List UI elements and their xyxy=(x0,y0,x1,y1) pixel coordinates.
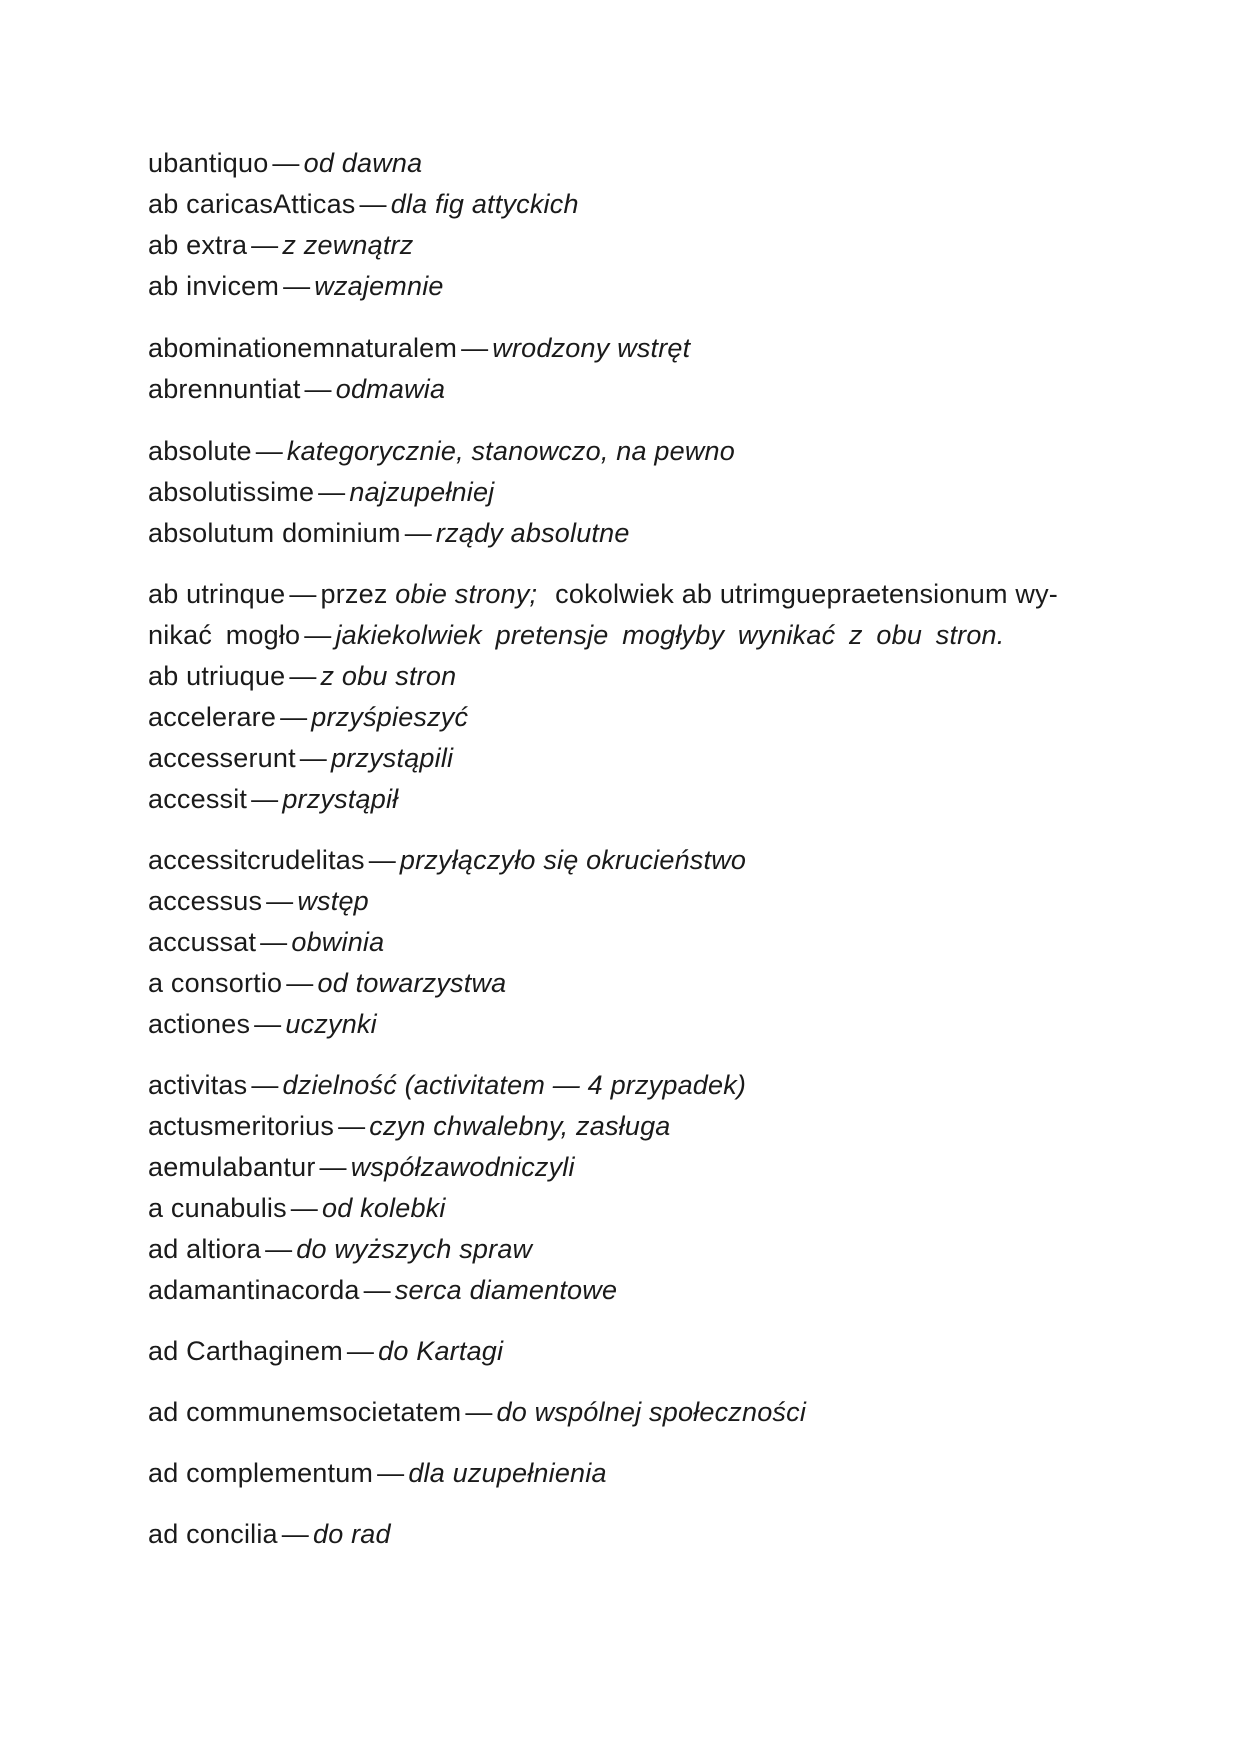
polish-definition: wzajemnie xyxy=(314,271,444,301)
glossary-entry xyxy=(148,697,1088,738)
spacer xyxy=(148,820,1088,840)
glossary-group xyxy=(148,1514,1088,1555)
latin-term: activitas xyxy=(148,1070,248,1100)
em-dash: — xyxy=(359,189,387,219)
polish-definition: współzawodniczyli xyxy=(350,1152,575,1182)
latin-term: ab extra xyxy=(148,230,248,260)
glossary-entry xyxy=(148,369,1088,410)
polish-definition: do wspólnej społeczności xyxy=(496,1397,807,1427)
glossary-entry xyxy=(148,266,1088,307)
glossary-group xyxy=(148,840,1088,1045)
glossary-entry xyxy=(148,574,1058,615)
glossary-group xyxy=(148,1392,1088,1433)
glossary-entry xyxy=(148,656,1088,697)
latin-term: accussat xyxy=(148,927,257,957)
polish-definition: kategorycznie, stanowczo, na pewno xyxy=(286,436,735,466)
latin-term: ab caricasAtticas xyxy=(148,189,356,219)
glossary-group xyxy=(148,1453,1088,1494)
latin-term: ad communemsocietatem xyxy=(148,1397,462,1427)
latin-term: adamantinacorda xyxy=(148,1275,360,1305)
latin-term: a consortio xyxy=(148,968,283,998)
polish-definition: z zewnątrz xyxy=(282,230,414,260)
latin-term: nikać mogło xyxy=(148,620,301,650)
em-dash: — xyxy=(286,968,314,998)
polish-definition: przyłączyło się okrucieństwo xyxy=(399,845,747,875)
latin-term: abominationemnaturalem xyxy=(148,333,458,363)
em-dash: — xyxy=(266,886,294,916)
latin-term: actusmeritorius xyxy=(148,1111,335,1141)
polish-definition: obwinia xyxy=(291,927,385,957)
glossary-entry xyxy=(148,1270,1088,1311)
glossary-group xyxy=(148,328,1088,410)
glossary-entry xyxy=(148,779,1088,820)
em-dash: — xyxy=(363,1275,391,1305)
glossary-group xyxy=(148,574,1088,820)
glossary-group xyxy=(148,1065,1088,1311)
em-dash: — xyxy=(299,743,327,773)
glossary-entry xyxy=(148,922,1088,963)
latin-term: absolutum dominium xyxy=(148,518,401,548)
em-dash: — xyxy=(255,436,283,466)
polish-definition: serca diamentowe xyxy=(394,1275,618,1305)
glossary-entry xyxy=(148,1147,1088,1188)
em-dash: — xyxy=(319,1152,347,1182)
em-dash: — xyxy=(289,579,317,609)
latin-term: abrennuntiat xyxy=(148,374,301,404)
glossary-page xyxy=(148,143,1088,1555)
latin-term: accessitcrudelitas xyxy=(148,845,365,875)
em-dash: — xyxy=(254,1009,282,1039)
em-dash: — xyxy=(461,333,489,363)
glossary-entry xyxy=(148,143,1088,184)
em-dash: — xyxy=(346,1336,375,1366)
latin-term: a cunabulis xyxy=(148,1193,287,1223)
polish-definition: wstęp xyxy=(297,886,369,916)
em-dash: — xyxy=(377,1458,405,1488)
glossary-entry xyxy=(148,1331,1088,1372)
spacer xyxy=(148,554,1088,574)
em-dash: — xyxy=(289,661,317,691)
polish-definition: od towarzystwa xyxy=(317,968,507,998)
glossary-entry xyxy=(148,1188,1088,1229)
em-dash: — xyxy=(280,702,308,732)
em-dash: — xyxy=(304,620,332,650)
spacer xyxy=(148,1372,1088,1392)
polish-definition: jakiekolwiek pretensje mogłyby wynikać z obu stron. xyxy=(335,620,1005,650)
latin-term: aemulabantur xyxy=(148,1152,316,1182)
polish-definition: przystąpili xyxy=(330,743,454,773)
em-dash: — xyxy=(251,784,279,814)
connector-word: przez xyxy=(320,579,388,609)
polish-definition: dla uzupełnienia xyxy=(408,1458,607,1488)
polish-definition: obie strony; xyxy=(395,579,538,609)
glossary-entry xyxy=(148,472,1088,513)
em-dash: — xyxy=(281,1519,309,1549)
em-dash: — xyxy=(283,271,311,301)
latin-term: ad complementum xyxy=(148,1458,374,1488)
latin-term: ad Carthaginem xyxy=(148,1336,343,1366)
em-dash: — xyxy=(251,230,279,260)
glossary-group xyxy=(148,143,1088,307)
latin-term: absolutissime xyxy=(148,477,315,507)
polish-definition: do rad xyxy=(312,1519,391,1549)
glossary-entry xyxy=(148,615,1088,656)
em-dash: — xyxy=(465,1397,493,1427)
em-dash: — xyxy=(304,374,332,404)
em-dash: — xyxy=(260,927,288,957)
polish-definition: dzielność (activitatem — 4 przypadek) xyxy=(282,1070,747,1100)
polish-definition: dla fig attyckich xyxy=(390,189,579,219)
glossary-entry xyxy=(148,328,1088,369)
glossary-entry xyxy=(148,881,1088,922)
polish-definition: wrodzony wstręt xyxy=(492,333,691,363)
glossary-group xyxy=(148,1331,1088,1372)
em-dash: — xyxy=(318,477,346,507)
polish-definition: rządy absolutne xyxy=(435,518,630,548)
latin-term: absolute xyxy=(148,436,252,466)
latin-term: actiones xyxy=(148,1009,251,1039)
glossary-entry xyxy=(148,963,1088,1004)
glossary-entry xyxy=(148,1004,1088,1045)
latin-term: ab utrinque xyxy=(148,579,286,609)
latin-term: ad concilia xyxy=(148,1519,278,1549)
latin-term: accessus xyxy=(148,886,263,916)
polish-definition: przyśpieszyć xyxy=(311,702,469,732)
em-dash: — xyxy=(251,1070,279,1100)
latin-phrase: cokolwiek ab utrimguepraetensionum wy- xyxy=(555,579,1058,609)
glossary-entry xyxy=(148,431,1088,472)
glossary-entry xyxy=(148,1392,1088,1433)
polish-definition: do wyższych spraw xyxy=(296,1234,533,1264)
em-dash: — xyxy=(290,1193,318,1223)
latin-term: accessit xyxy=(148,784,248,814)
polish-definition: od dawna xyxy=(303,148,423,178)
spacer xyxy=(148,1433,1088,1453)
spacer xyxy=(148,1494,1088,1514)
latin-term: accelerare xyxy=(148,702,277,732)
spacer xyxy=(148,1045,1088,1065)
glossary-entry xyxy=(148,1229,1088,1270)
spacer xyxy=(148,410,1088,431)
spacer xyxy=(148,1311,1088,1331)
polish-definition: przystąpił xyxy=(282,784,399,814)
polish-definition: odmawia xyxy=(335,374,446,404)
em-dash: — xyxy=(338,1111,366,1141)
polish-definition: najzupełniej xyxy=(349,477,495,507)
glossary-group xyxy=(148,431,1088,554)
latin-term: accesserunt xyxy=(148,743,296,773)
glossary-entry xyxy=(148,1453,1088,1494)
em-dash: — xyxy=(265,1234,293,1264)
glossary-entry xyxy=(148,1514,1088,1555)
glossary-entry xyxy=(148,184,1088,225)
glossary-entry xyxy=(148,1106,1088,1147)
polish-definition: od kolebki xyxy=(322,1193,446,1223)
em-dash: — xyxy=(404,518,432,548)
em-dash: — xyxy=(368,845,396,875)
glossary-entry xyxy=(148,1065,1088,1106)
glossary-entry xyxy=(148,840,1088,881)
glossary-entry xyxy=(148,225,1088,266)
polish-definition: z obu stron xyxy=(320,661,457,691)
polish-definition: do Kartagi xyxy=(378,1336,504,1366)
spacer xyxy=(148,307,1088,328)
glossary-entry xyxy=(148,738,1088,779)
latin-term: ad altiora xyxy=(148,1234,262,1264)
glossary-entry xyxy=(148,513,1088,554)
polish-definition: czyn chwalebny, zasługa xyxy=(369,1111,671,1141)
em-dash: — xyxy=(272,148,300,178)
polish-definition: uczynki xyxy=(285,1009,377,1039)
latin-term: ab utriuque xyxy=(148,661,286,691)
latin-term: ab invicem xyxy=(148,271,280,301)
latin-term: ubantiquo xyxy=(148,148,269,178)
